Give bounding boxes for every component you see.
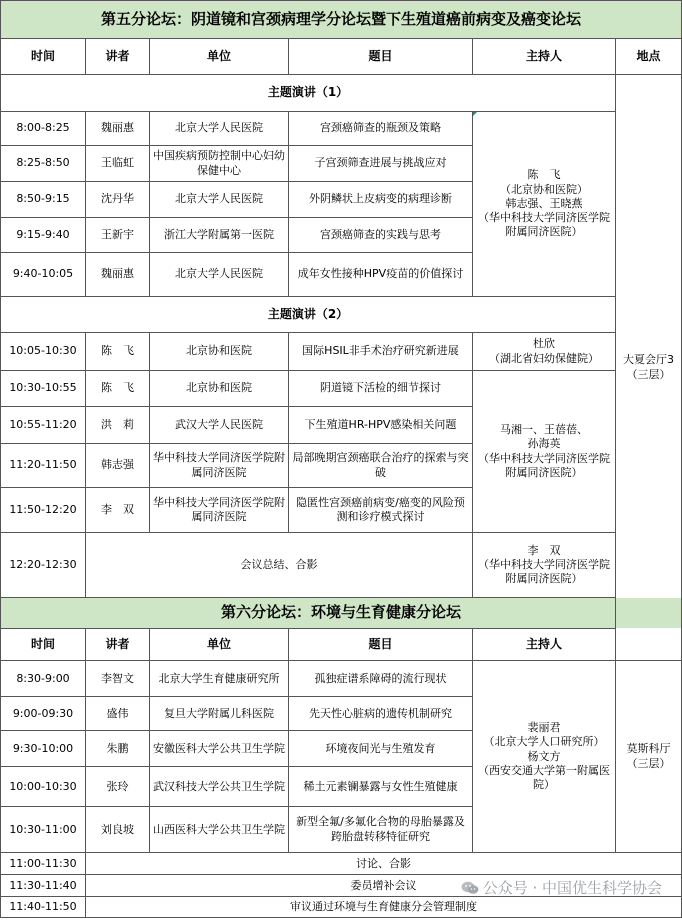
host-name: 李 双 (527, 543, 561, 557)
speaker-cell: 李智文 (86, 661, 150, 697)
topic-cell: 下生殖道HR-HPV感染相关问题 (289, 407, 473, 444)
table-row (1, 875, 682, 897)
time-cell: 12:20-12:30 (1, 533, 86, 598)
watermark-text: 公众号 · 中国优生科学协会 (482, 879, 662, 897)
speaker-cell: 陈 飞 (86, 371, 150, 407)
host-name: 韩志强、王晓燕 (505, 196, 583, 210)
unit-cell: 中国疾病预防控制中心妇幼保健中心 (150, 146, 289, 182)
host-cell-6 (473, 661, 616, 853)
host-cell-1 (473, 112, 616, 297)
topic-cell: 国际HSIL非手术治疗研究新进展 (289, 333, 473, 371)
speaker-cell: 盛伟 (86, 697, 150, 731)
header-host: 主持人 (473, 629, 616, 661)
forum5-venue-text: 大夏会厅3（三层） (623, 353, 675, 381)
unit-cell: 山西医科大学公共卫生学院 (150, 807, 289, 853)
speaker-cell: 韩志强 (86, 444, 150, 488)
host-affiliation: （西安交通大学第一附属医院） (478, 763, 610, 792)
forum5-venue (616, 75, 682, 661)
topic-cell: 局部晚期宫颈癌联合治疗的探索与突破 (289, 444, 473, 488)
speaker-cell: 陈 飞 (86, 333, 150, 371)
host-affiliation: （北京协和医院） (500, 182, 588, 196)
time-cell: 10:55-11:20 (1, 407, 86, 444)
topic-cell: 稀土元素镧暴露与女性生殖健康 (289, 767, 473, 807)
tail-topic: 讨论、合影 (86, 853, 682, 875)
speaker-cell: 张玲 (86, 767, 150, 807)
forum6-venue-text: 莫斯科厅（三层） (626, 742, 671, 770)
host-affiliation: （华中科技大学同济医学院附属同济医院） (478, 211, 610, 239)
header-host: 主持人 (473, 39, 616, 75)
table-row (1, 533, 682, 598)
time-cell: 11:30-11:40 (1, 875, 86, 897)
unit-cell: 复旦大学附属儿科医院 (150, 697, 289, 731)
time-cell: 11:40-11:50 (1, 897, 86, 918)
host-cell-3 (473, 533, 616, 598)
unit-cell: 浙江大学附属第一医院 (150, 218, 289, 253)
header-unit: 单位 (150, 629, 289, 661)
topic-cell: 先天性心脏病的遗传机制研究 (289, 697, 473, 731)
table-row (1, 661, 682, 697)
time-cell: 8:30-9:00 (1, 661, 86, 697)
table-row (1, 112, 682, 146)
time-cell: 11:00-11:30 (1, 853, 86, 875)
time-cell: 11:20-11:50 (1, 444, 86, 488)
time-cell: 9:40-10:05 (1, 253, 86, 297)
topic-cell: 宫颈癌筛查的瓶颈及策略 (289, 112, 473, 146)
time-cell: 8:25-8:50 (1, 146, 86, 182)
tail-topic: 委员增补会议 (86, 875, 682, 897)
time-cell: 10:05-10:30 (1, 333, 86, 371)
host-affiliation: （华中科技大学同济医学院附属同济医院） (478, 451, 610, 479)
forum5-title: 第五分论坛：阴道镜和宫颈病理学分论坛暨下生殖道癌前病变及癌变论坛 (1, 1, 682, 39)
section-keynote-2: 主题演讲（2） (1, 297, 616, 333)
forum5-header-row (1, 39, 682, 75)
speaker-cell: 沈丹华 (86, 182, 150, 218)
speaker-cell: 朱鹏 (86, 731, 150, 767)
time-cell: 10:30-11:00 (1, 807, 86, 853)
header-speaker: 讲者 (86, 39, 150, 75)
closing-topic: 会议总结、合影 (86, 533, 473, 598)
host-cell-2b (473, 371, 616, 533)
speaker-cell: 洪 莉 (86, 407, 150, 444)
tail-topic: 审议通过环境与生育健康分会管理制度 (86, 897, 682, 918)
host-name: 陈 飞 (527, 168, 561, 182)
unit-cell: 北京协和医院 (150, 333, 289, 371)
forum6-title: 第六分论坛：环境与生育健康分论坛 (1, 598, 682, 629)
time-cell: 10:00-10:30 (1, 767, 86, 807)
time-cell: 10:30-10:55 (1, 371, 86, 407)
unit-cell: 武汉大学人民医院 (150, 407, 289, 444)
unit-cell: 华中科技大学同济医学院附属同济医院 (150, 488, 289, 533)
topic-cell: 隐匿性宫颈癌前病变/癌变的风险预测和诊疗模式探讨 (289, 488, 473, 533)
header-speaker: 讲者 (86, 629, 150, 661)
host-affiliation: （湖北省妇幼保健院） (489, 351, 599, 365)
host-affiliation: （北京大学人口研究所） (483, 735, 605, 749)
host-cell-2a (473, 333, 616, 371)
host-name: 马湘一、王蓓蓓、 (500, 422, 588, 436)
unit-cell: 华中科技大学同济医学院附属同济医院 (150, 444, 289, 488)
time-cell: 9:15-9:40 (1, 218, 86, 253)
host-affiliation: （华中科技大学同济医学院附属同济医院） (478, 557, 610, 586)
speaker-cell: 李 双 (86, 488, 150, 533)
header-topic: 题目 (289, 629, 473, 661)
unit-cell: 武汉科技大学公共卫生学院 (150, 767, 289, 807)
topic-cell: 成年女性接种HPV疫苗的价值探讨 (289, 253, 473, 297)
header-time: 时间 (1, 39, 86, 75)
forum6-venue (616, 661, 682, 853)
speaker-cell: 魏丽惠 (86, 253, 150, 297)
topic-cell: 子宫颈筛查进展与挑战应对 (289, 146, 473, 182)
time-cell: 9:30-10:00 (1, 731, 86, 767)
unit-cell: 北京协和医院 (150, 371, 289, 407)
topic-cell: 环境夜间光与生殖发育 (289, 731, 473, 767)
section-keynote-1: 主题演讲（1） (1, 75, 616, 112)
host-name: 杨文方 (527, 749, 561, 763)
time-cell: 11:50-12:20 (1, 488, 86, 533)
header-venue: 地点 (616, 39, 682, 75)
forum6-header-row (1, 629, 682, 661)
topic-cell: 孤独症谱系障碍的流行现状 (289, 661, 473, 697)
host-name: 裴丽君 (527, 720, 561, 734)
time-cell: 9:00-09:30 (1, 697, 86, 731)
unit-cell: 北京大学人民医院 (150, 253, 289, 297)
topic-cell: 新型全氟/多氟化合物的母胎暴露及跨胎盘转移特征研究 (289, 807, 473, 853)
time-cell: 8:00-8:25 (1, 112, 86, 146)
unit-cell: 安徽医科大学公共卫生学院 (150, 731, 289, 767)
table-row (1, 371, 682, 407)
topic-cell: 阴道镜下活检的细节探讨 (289, 371, 473, 407)
header-topic: 题目 (289, 39, 473, 75)
topic-cell: 宫颈癌筛查的实践与思考 (289, 218, 473, 253)
speaker-cell: 王临虹 (86, 146, 150, 182)
table-row (1, 333, 682, 371)
header-time: 时间 (1, 629, 86, 661)
speaker-cell: 刘良坡 (86, 807, 150, 853)
speaker-cell: 王新宇 (86, 218, 150, 253)
time-cell: 8:50-9:15 (1, 182, 86, 218)
unit-cell: 北京大学人民医院 (150, 112, 289, 146)
speaker-cell: 魏丽惠 (86, 112, 150, 146)
unit-cell: 北京大学人民医院 (150, 182, 289, 218)
table-row (1, 853, 682, 875)
unit-cell: 北京大学生育健康研究所 (150, 661, 289, 697)
header-unit: 单位 (150, 39, 289, 75)
table-row (1, 897, 682, 918)
host-name: 杜欣 (533, 337, 555, 351)
topic-cell: 外阴鳞状上皮病变的病理诊断 (289, 182, 473, 218)
host-name: 孙海英 (527, 437, 561, 451)
